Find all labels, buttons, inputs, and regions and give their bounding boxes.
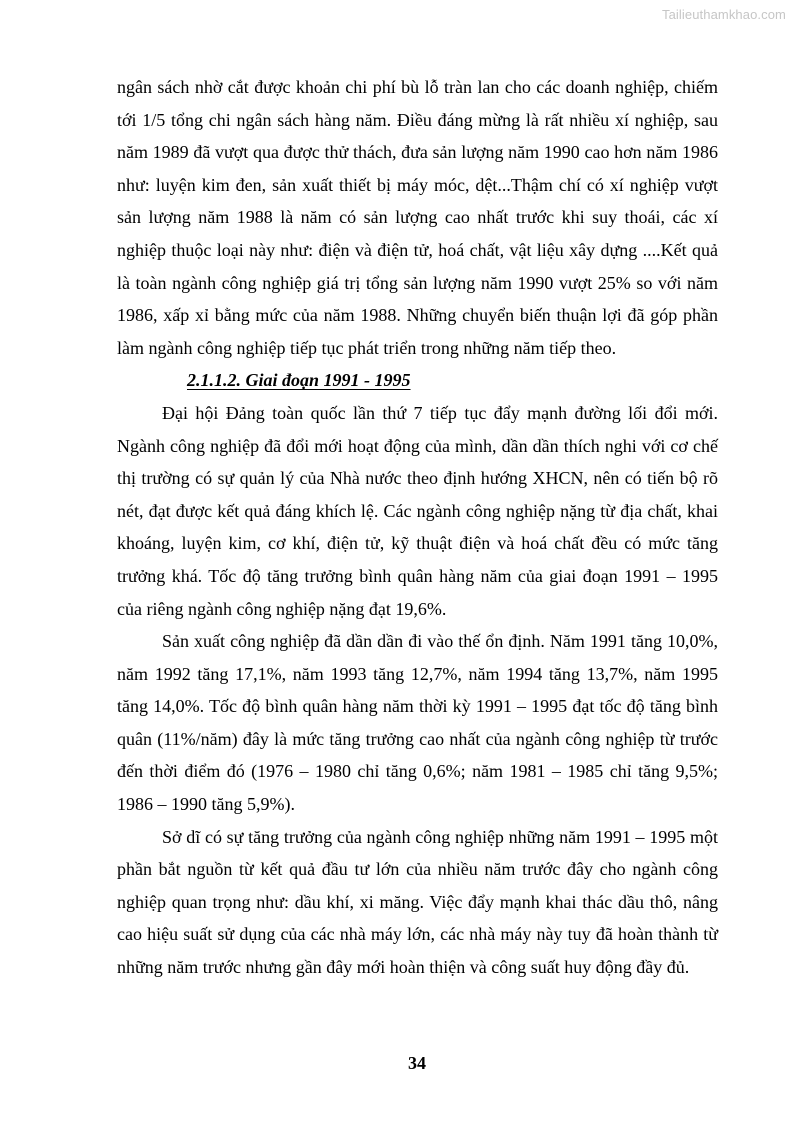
paragraph-3: Sản xuất công nghiệp đã dần dần đi vào thế ổn định. Năm 1991 tăng 10,0%, năm 1992 tăng 17,1%, năm 1993 tăng 12,7%, năm 1994 tăng 13,7%, năm 1995 tăng 14,0%. Tốc độ bình quân hàng năm thời kỳ 1991 – 1995 đạt tốc độ tăng bình quân (11%/năm) đây là mức tăng trưởng cao nhất của ngành công nghiệp từ trước đến thời điểm đó (1976 – 1980 chỉ tăng 0,6%; năm 1981 – 1985 chỉ tăng 9,5%; 1986 – 1990 tăng 5,9%). [117,631,718,815]
section-heading: 2.1.1.2. Giai đoạn 1991 - 1995 [187,370,411,391]
page-number: 34 [408,1053,426,1073]
paragraph-4: Sở dĩ có sự tăng trưởng của ngành công nghiệp những năm 1991 – 1995 một phần bắt nguồn từ kết quả đầu tư lớn của nhiều năm trước đây cho ngành công nghiệp quan trọng như: dầu khí, xi măng. Việc đẩy mạnh khai thác dầu thô, nâng cao hiệu suất sử dụng của các nhà máy lớn, các nhà máy này tuy đã hoàn thành từ những năm trước nhưng gần đây mới hoàn thiện và công suất huy động đầy đủ. [117,826,718,978]
watermark: Tailieuthamkhao.com [661,7,786,22]
document-body [117,71,718,984]
paragraph-1: ngân sách nhờ cắt được khoản chi phí bù lỗ tràn lan cho các doanh nghiệp, chiếm tới 1/5 tổng chi ngân sách hàng năm. Điều đáng mừng là rất nhiều xí nghiệp, sau năm 1989 đã vượt qua được thử thách, đưa sản lượng năm 1990 cao hơn năm 1986 như: luyện kim đen, sản xuất thiết bị máy móc, dệt...Thậm chí có xí nghiệp vượt sản lượng năm 1988 là năm có sản lượng cao nhất trước khi suy thoái, các xí nghiệp thuộc loại này như: điện và điện tử, hoá chất, vật liệu xây dựng ....Kết quả là toàn ngành công nghiệp giá trị tổng sản lượng năm 1990 vượt 25% so với năm 1986, xấp xỉ bằng mức của năm 1988. Những chuyển biến thuận lợi đã góp phần làm ngành công nghiệp tiếp tục phát triển trong những năm tiếp theo. [117,77,718,358]
paragraph-2: Đại hội Đảng toàn quốc lần thứ 7 tiếp tục đẩy mạnh đường lối đổi mới. Ngành công nghiệp đã đổi mới hoạt động của mình, dần dần thích nghi với cơ chế thị trường có sự quản lý của Nhà nước theo định hướng XHCN, nên có tiến bộ rõ nét, đạt được kết quả đáng khích lệ. Các ngành công nghiệp nặng từ địa chất, khai khoáng, luyện kim, cơ khí, điện tử, kỹ thuật điện và hoá chất đều có mức tăng trưởng khá. Tốc độ tăng trưởng bình quân hàng năm của giai đoạn 1991 – 1995 của riêng ngành công nghiệp nặng đạt 19,6%. [117,402,718,619]
